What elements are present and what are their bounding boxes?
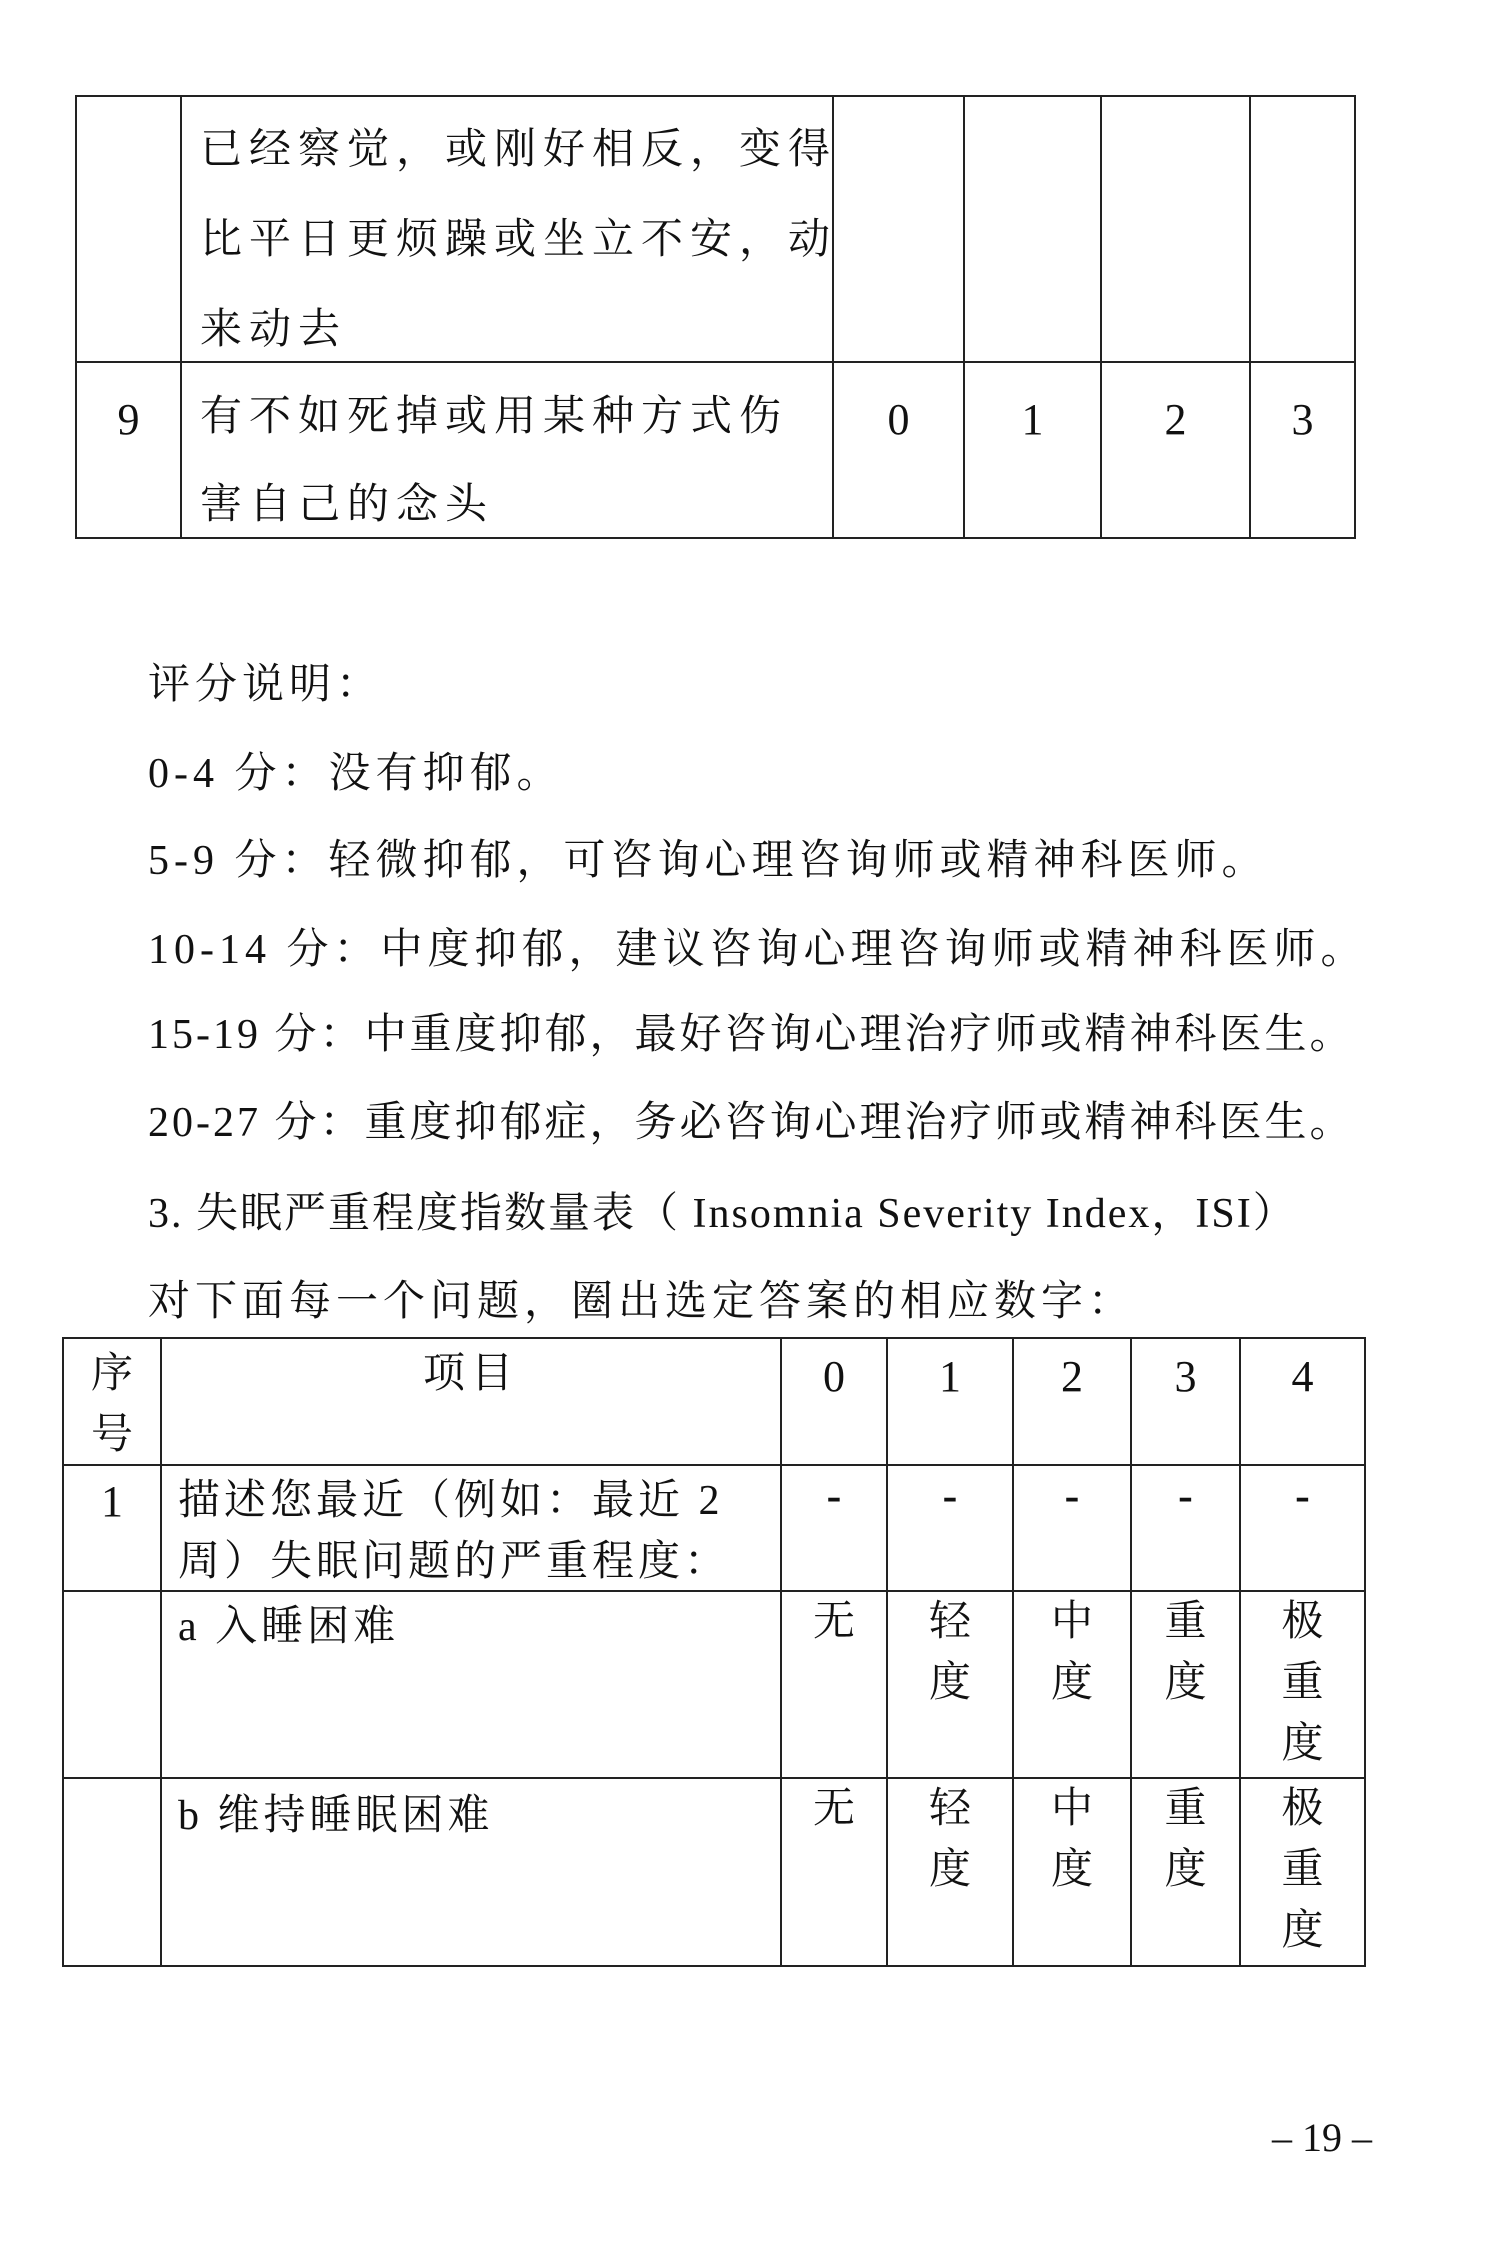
option-cell-2 (1012, 1777, 1132, 1967)
option-text: 重 (1281, 1847, 1324, 1893)
header-number (62, 1337, 162, 1466)
option-text: 重 (1281, 1660, 1324, 1706)
score-cell-2 (1100, 361, 1251, 539)
header-score-4 (1239, 1337, 1366, 1466)
score-value: 0 (887, 395, 910, 444)
header-number-line: 号 (90, 1412, 133, 1458)
item-text-line: b 维持睡眠困难 (178, 1793, 494, 1839)
option-text: 轻 (928, 1599, 971, 1645)
instruction-text: 对下面每一个问题，圈出选定答案的相应数字： (148, 1279, 1136, 1325)
option-text: 轻 (928, 1786, 971, 1832)
section-title: 3. 失眠严重程度指数量表（ Insomnia Severity Index，ISI） (148, 1191, 1297, 1237)
table-row-cell-number (62, 1777, 162, 1967)
score-cell-2 (1100, 95, 1251, 363)
scoring-item: 5-9 分：轻微抑郁，可咨询心理咨询师或精神科医师。 (148, 838, 1269, 884)
option-cell-1 (886, 1590, 1014, 1779)
score-cell-1 (963, 361, 1102, 539)
option-text: 无 (812, 1599, 855, 1645)
table-row-cell-item (160, 1777, 782, 1967)
header-score-2 (1012, 1337, 1132, 1466)
option-cell-2 (1012, 1464, 1132, 1592)
score-cell-3 (1249, 361, 1356, 539)
item-text-line: 比平日更烦躁或坐立不安，动 (200, 217, 838, 263)
table-row-cell-item (160, 1464, 782, 1592)
header-score-0 (780, 1337, 888, 1466)
score-value: 3 (1291, 395, 1314, 444)
option-text: 极 (1281, 1786, 1324, 1832)
option-text: - (1064, 1471, 1080, 1520)
option-text: 度 (1164, 1847, 1207, 1893)
option-cell-1 (886, 1777, 1014, 1967)
header-item (160, 1337, 782, 1466)
option-text: 度 (1050, 1847, 1093, 1893)
header-score-label: 4 (1291, 1352, 1314, 1401)
score-cell-1 (963, 95, 1102, 363)
option-text: 无 (812, 1786, 855, 1832)
table-row-cell-number (62, 1590, 162, 1779)
score-cell-0 (832, 95, 965, 363)
table-row-cell-item (180, 95, 838, 363)
header-score-label: 1 (939, 1352, 961, 1401)
row-number: 1 (101, 1477, 123, 1526)
score-cell-3 (1249, 95, 1356, 363)
item-text-line: 已经察觉，或刚好相反，变得 (200, 127, 838, 173)
option-cell-4 (1239, 1464, 1366, 1592)
table-row-cell-number (75, 361, 182, 539)
header-number-line: 序 (90, 1351, 133, 1397)
table-row-cell-item (160, 1590, 782, 1779)
option-cell-4 (1239, 1590, 1366, 1779)
score-cell-0 (832, 361, 965, 539)
page-number: – 19 – (1272, 2115, 1372, 2160)
option-text: 中 (1050, 1599, 1093, 1645)
option-cell-4 (1239, 1777, 1366, 1967)
option-text: 重 (1164, 1599, 1207, 1645)
scoring-item: 20-27 分：重度抑郁症，务必咨询心理治疗师或精神科医生。 (148, 1100, 1355, 1146)
option-text: 度 (928, 1847, 971, 1893)
option-text: - (826, 1471, 842, 1520)
option-text: 度 (1281, 1721, 1324, 1767)
table-row-cell-number (62, 1464, 162, 1592)
item-text-line: 害自己的念头 (200, 482, 495, 528)
score-value: 1 (1021, 395, 1044, 444)
option-cell-3 (1130, 1777, 1241, 1967)
option-text: 度 (1281, 1908, 1324, 1954)
option-text: - (1295, 1471, 1310, 1520)
header-score-label: 2 (1061, 1352, 1083, 1401)
option-cell-2 (1012, 1590, 1132, 1779)
option-text: 重 (1164, 1786, 1207, 1832)
option-cell-3 (1130, 1590, 1241, 1779)
scoring-item: 0-4 分：没有抑郁。 (148, 751, 564, 797)
option-text: 度 (928, 1660, 971, 1706)
item-text-line: 来动去 (200, 307, 348, 353)
item-text-line: a 入睡困难 (178, 1604, 400, 1650)
row-number: 9 (117, 395, 140, 444)
header-score-label: 0 (823, 1352, 845, 1401)
option-text: - (1178, 1471, 1193, 1520)
option-text: - (942, 1471, 958, 1520)
option-text: 度 (1164, 1660, 1207, 1706)
option-cell-0 (780, 1777, 888, 1967)
option-cell-0 (780, 1590, 888, 1779)
score-value: 2 (1164, 395, 1187, 444)
header-score-3 (1130, 1337, 1241, 1466)
header-score-1 (886, 1337, 1014, 1466)
option-text: 极 (1281, 1599, 1324, 1645)
option-cell-3 (1130, 1464, 1241, 1592)
table-row-cell-number (75, 95, 182, 363)
scoring-heading: 评分说明： (148, 662, 384, 708)
option-text: 度 (1050, 1660, 1093, 1706)
option-cell-0 (780, 1464, 888, 1592)
table-row-cell-item (180, 361, 834, 539)
item-text-line: 周）失眠问题的严重程度： (178, 1539, 731, 1585)
scoring-item: 15-19 分：中重度抑郁，最好咨询心理治疗师或精神科医生。 (148, 1012, 1355, 1058)
scoring-item: 10-14 分：中度抑郁，建议咨询心理咨询师或精神科医师。 (148, 927, 1368, 973)
header-item-label: 项目 (422, 1351, 519, 1397)
item-text-line: 有不如死掉或用某种方式伤 (200, 394, 789, 440)
option-text: 中 (1050, 1786, 1093, 1832)
option-cell-1 (886, 1464, 1014, 1592)
item-text-line: 描述您最近（例如：最近 2 (178, 1478, 724, 1524)
header-score-label: 3 (1174, 1352, 1197, 1401)
